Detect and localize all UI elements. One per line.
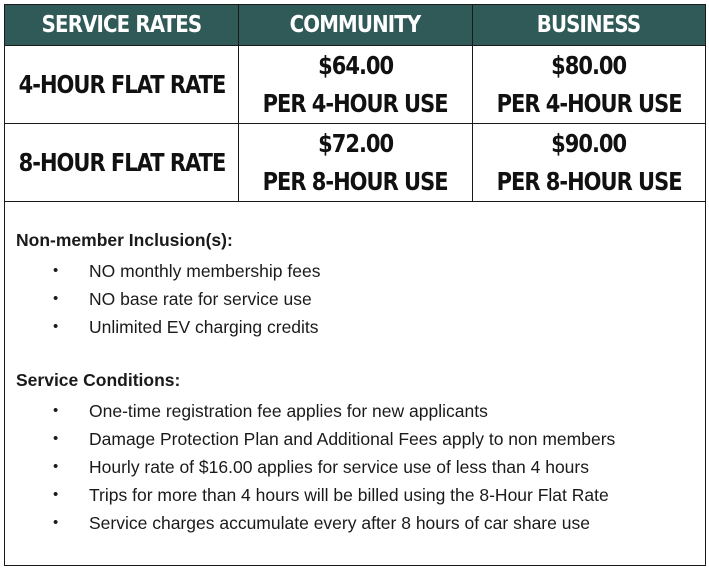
header-community: COMMUNITY: [289, 12, 421, 38]
list-item-text: Service charges accumulate every after 8 hours of car share use: [89, 513, 590, 533]
conditions-heading: Service Conditions:: [16, 370, 181, 390]
table-header-row: [5, 5, 705, 45]
bullet-icon: •: [53, 430, 59, 447]
rate-label: 4-HOUR FLAT RATE: [18, 69, 225, 99]
list-item-text: Hourly rate of $16.00 applies for service use of less than 4 hours: [89, 457, 589, 477]
business-unit: PER 8-HOUR USE: [496, 166, 682, 196]
business-unit: PER 4-HOUR USE: [496, 88, 682, 118]
community-price-cell: [238, 46, 472, 123]
bullet-icon: •: [53, 262, 59, 279]
rate-label-cell: [5, 46, 238, 123]
business-price-cell: [472, 124, 705, 201]
rate-label-cell: [5, 124, 238, 201]
list-item-text: Trips for more than 4 hours will be billed using the 8-Hour Flat Rate: [89, 485, 609, 505]
header-divider: [472, 5, 473, 45]
list-item-text: Damage Protection Plan and Additional Fees apply to non members: [89, 429, 616, 449]
table-row: [5, 123, 705, 201]
community-price: $72.00: [318, 128, 393, 158]
header-divider: [238, 5, 239, 45]
bullet-icon: •: [53, 514, 59, 531]
community-price: $64.00: [318, 50, 393, 80]
list-item-text: One-time registration fee applies for new applicants: [89, 401, 488, 421]
list-item-text: Unlimited EV charging credits: [89, 317, 319, 337]
bullet-icon: •: [53, 486, 59, 503]
notes-section: [5, 201, 705, 565]
bullet-icon: •: [53, 290, 59, 307]
business-price: $90.00: [551, 128, 627, 158]
bullet-icon: •: [53, 402, 59, 419]
bullet-icon: •: [53, 458, 59, 475]
list-item-text: NO base rate for service use: [89, 289, 312, 309]
header-business: BUSINESS: [536, 12, 641, 38]
rate-label: 8-HOUR FLAT RATE: [18, 147, 225, 177]
business-price: $80.00: [551, 50, 627, 80]
service-rates-table: [4, 4, 706, 566]
community-unit: PER 8-HOUR USE: [263, 166, 448, 196]
community-price-cell: [238, 124, 472, 201]
header-service-rates: SERVICE RATES: [41, 12, 202, 38]
table-row: [5, 45, 705, 123]
business-price-cell: [472, 46, 705, 123]
list-item-text: NO monthly membership fees: [89, 261, 321, 281]
bullet-icon: •: [53, 318, 59, 335]
community-unit: PER 4-HOUR USE: [263, 88, 448, 118]
nonmember-heading: Non-member Inclusion(s):: [16, 230, 233, 250]
